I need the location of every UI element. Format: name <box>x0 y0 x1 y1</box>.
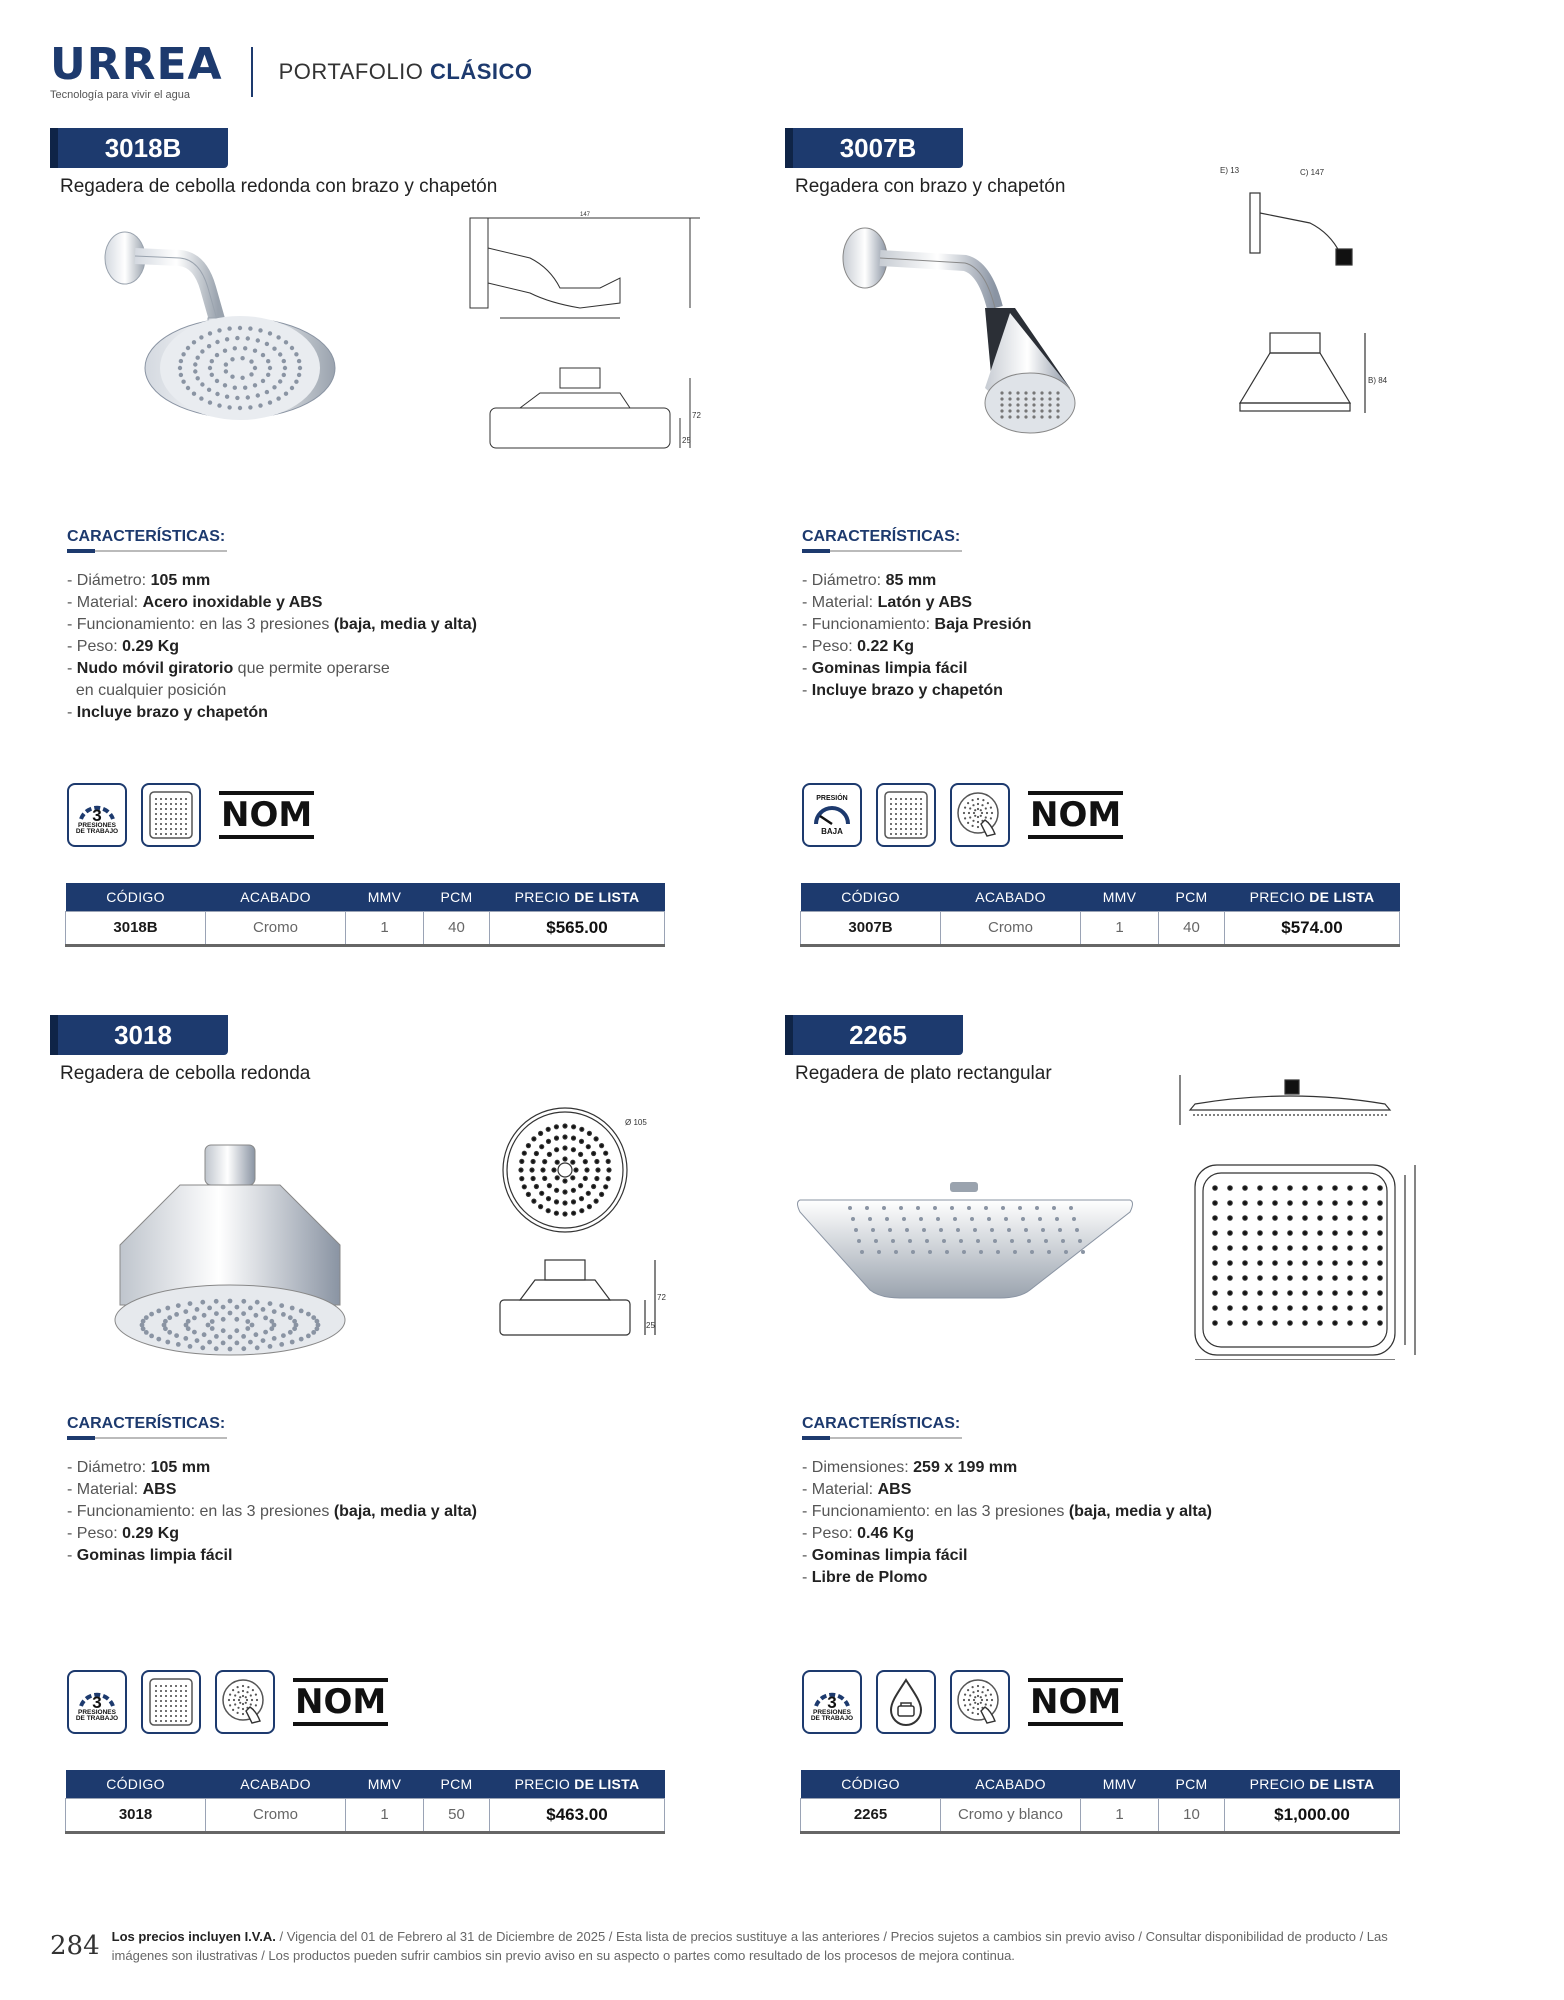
logo-tagline: Tecnología para vivir el agua <box>50 89 191 101</box>
col-finish-header: ACABADO <box>206 1770 346 1798</box>
technical-drawing <box>1190 163 1410 488</box>
footer-terms: / Vigencia del 01 de Febrero al 31 de Diciembre de 2025 / Esta lista de precios sustituye a las anteriores / Precios sujetos a cambios sin previo aviso / Consultar disponibilidad de producto / Las imágenes son ilustrativas / Los productos pueden sufrir cambios sin previo aviso en su aspecto o partes como resultado de los procesos de mejora continua. <box>111 1929 1388 1963</box>
section-title-bold: CLÁSICO <box>430 59 533 84</box>
price-header-bold: DE LISTA <box>1309 888 1375 905</box>
col-code-header: CÓDIGO <box>801 1770 941 1798</box>
price-table-header <box>801 1770 1400 1798</box>
svg-text:3: 3 <box>827 1692 837 1710</box>
svg-text:72: 72 <box>657 1293 666 1302</box>
col-pcm-header: PCM <box>424 1770 490 1798</box>
svg-text:Ø 105: Ø 105 <box>625 1118 647 1127</box>
col-price-header <box>490 1770 665 1798</box>
features-list <box>802 570 1442 702</box>
price-table <box>800 883 1400 947</box>
feature-icons <box>802 783 1123 847</box>
nom-icon: NOM <box>1028 791 1123 839</box>
features-underline <box>67 550 227 552</box>
col-code-header: CÓDIGO <box>66 883 206 911</box>
cell-code: 3018B <box>66 911 206 945</box>
feature-label: - Funcionamiento: en las 3 presiones <box>67 1503 334 1520</box>
feature-icons <box>802 1670 1123 1734</box>
svg-text:25: 25 <box>646 1321 655 1330</box>
feature-value: Libre de Plomo <box>811 1569 928 1586</box>
features-list <box>67 570 707 724</box>
product-code-tag: 3007B <box>785 128 963 168</box>
col-pcm-header: PCM <box>1159 883 1225 911</box>
features-heading: CARACTERÍSTICAS: <box>67 528 226 545</box>
feature-label: - Material: <box>802 594 878 611</box>
feature-value: ABS <box>142 1481 177 1498</box>
cell-finish: Cromo <box>941 911 1081 945</box>
cell-price: $574.00 <box>1225 911 1400 945</box>
page-footer <box>50 1927 1420 1965</box>
technical-drawing <box>1175 1070 1435 1365</box>
svg-text:25: 25 <box>682 436 691 445</box>
feature-item <box>67 1479 707 1501</box>
feature-value: 105 mm <box>150 572 211 589</box>
col-pcm-header: PCM <box>424 883 490 911</box>
price-table-header <box>66 883 665 911</box>
easy-clean-icon <box>950 1670 1010 1734</box>
section-title <box>279 59 533 85</box>
feature-icons <box>67 783 314 847</box>
feature-value: (baja, media y alta) <box>333 616 477 633</box>
product-title: Regadera con brazo y chapetón <box>795 176 1066 197</box>
cell-mmv: 1 <box>346 1798 424 1832</box>
cell-price: $565.00 <box>490 911 665 945</box>
feature-item <box>802 1479 1442 1501</box>
feature-value: 0.46 Kg <box>857 1525 915 1542</box>
feature-label: - Diámetro: <box>67 1459 151 1476</box>
page-header <box>50 39 533 101</box>
feature-value: 0.22 Kg <box>857 638 915 655</box>
table-row <box>801 911 1400 945</box>
product-card <box>50 128 750 988</box>
col-price-header <box>1225 1770 1400 1798</box>
feature-label: - <box>802 1547 812 1564</box>
feature-label: - Peso: <box>67 1525 123 1542</box>
feature-item <box>802 1457 1442 1479</box>
feature-value: 85 mm <box>885 572 937 589</box>
feature-item <box>67 1457 707 1479</box>
feature-value: 259 x 199 mm <box>913 1459 1018 1476</box>
product-title: Regadera de cebolla redonda <box>60 1063 311 1084</box>
feature-value: Nudo móvil giratorio <box>76 660 234 677</box>
spray-pattern-icon <box>141 783 201 847</box>
price-header-light: PRECIO <box>1249 888 1306 905</box>
feature-value: 0.29 Kg <box>122 1525 180 1542</box>
price-table-header <box>66 1770 665 1798</box>
cell-pcm: 10 <box>1159 1798 1225 1832</box>
feature-item <box>67 1545 707 1567</box>
feature-label: - <box>802 1569 812 1586</box>
lead-free-icon <box>876 1670 936 1734</box>
feature-label: en cualquier posición <box>67 682 227 699</box>
col-code-header: CÓDIGO <box>801 883 941 911</box>
features-heading: CARACTERÍSTICAS: <box>67 1415 226 1432</box>
feature-item <box>802 1523 1442 1545</box>
feature-label: - <box>802 660 812 677</box>
feature-value: ABS <box>877 1481 912 1498</box>
col-mmv-header: MMV <box>1081 1770 1159 1798</box>
features-underline <box>802 550 962 552</box>
col-mmv-header: MMV <box>346 883 424 911</box>
brand-logo <box>50 39 223 101</box>
price-table-header <box>801 883 1400 911</box>
price-header-bold: DE LISTA <box>574 888 640 905</box>
feature-label: - <box>67 704 77 721</box>
features-underline <box>802 1437 962 1439</box>
price-table <box>65 1770 665 1834</box>
feature-label: - <box>802 682 812 699</box>
feature-item <box>67 636 707 658</box>
cell-code: 3018 <box>66 1798 206 1832</box>
feature-label: - Peso: <box>802 638 858 655</box>
product-photo <box>825 218 1105 473</box>
feature-label: - Material: <box>802 1481 878 1498</box>
price-header-bold: DE LISTA <box>574 1775 640 1792</box>
feature-label: - Peso: <box>67 638 123 655</box>
feature-tail: que permite operarse <box>233 660 390 677</box>
logo-wordmark: URREA <box>50 39 223 90</box>
svg-text:B) 84: B) 84 <box>1368 376 1388 385</box>
product-code-tag: 2265 <box>785 1015 963 1055</box>
feature-item <box>802 636 1442 658</box>
section-title-light: PORTAFOLIO <box>278 59 424 84</box>
col-code-header: CÓDIGO <box>66 1770 206 1798</box>
feature-item <box>67 702 707 724</box>
features-section <box>67 528 707 724</box>
cell-pcm: 50 <box>424 1798 490 1832</box>
low-pressure-icon: PRESIÓN BAJA <box>802 783 862 847</box>
svg-text:3: 3 <box>92 1692 102 1710</box>
feature-label: - Diámetro: <box>802 572 886 589</box>
features-list <box>67 1457 707 1567</box>
cell-price: $1,000.00 <box>1225 1798 1400 1832</box>
col-mmv-header: MMV <box>346 1770 424 1798</box>
nom-icon: NOM <box>1028 1678 1123 1726</box>
price-table <box>800 1770 1400 1834</box>
easy-clean-icon <box>950 783 1010 847</box>
three-pressures-icon: 3 PRESIONES DE TRABAJO <box>67 783 127 847</box>
svg-text:C) 147: C) 147 <box>1300 168 1325 177</box>
feature-value: 0.29 Kg <box>122 638 180 655</box>
feature-item <box>802 1501 1442 1523</box>
feature-item <box>67 1501 707 1523</box>
feature-value: Gominas limpia fácil <box>811 1547 968 1564</box>
product-photo <box>790 1180 1140 1335</box>
footer-iva-note: Los precios incluyen I.V.A. <box>111 1929 276 1944</box>
feature-item <box>802 1545 1442 1567</box>
feature-icons <box>67 1670 388 1734</box>
feature-label: - Peso: <box>802 1525 858 1542</box>
cell-mmv: 1 <box>1081 911 1159 945</box>
feature-label: - Funcionamiento: <box>802 616 935 633</box>
cell-finish: Cromo <box>206 911 346 945</box>
feature-value: (baja, media y alta) <box>1068 1503 1212 1520</box>
product-title: Regadera de plato rectangular <box>795 1063 1052 1084</box>
feature-label: - Material: <box>67 594 143 611</box>
three-pressures-icon: 3 PRESIONES DE TRABAJO <box>802 1670 862 1734</box>
cell-code: 3007B <box>801 911 941 945</box>
product-code-tag: 3018B <box>50 128 228 168</box>
cell-code: 2265 <box>801 1798 941 1832</box>
col-finish-header: ACABADO <box>941 883 1081 911</box>
feature-value: Latón y ABS <box>877 594 973 611</box>
features-section <box>802 528 1442 702</box>
footer-disclaimer <box>112 1927 1420 1965</box>
feature-item <box>67 1523 707 1545</box>
price-header-light: PRECIO <box>1249 1775 1306 1792</box>
col-mmv-header: MMV <box>1081 883 1159 911</box>
feature-value: Gominas limpia fácil <box>76 1547 233 1564</box>
svg-text:72: 72 <box>692 411 701 420</box>
svg-text:147: 147 <box>580 212 591 218</box>
cell-price: $463.00 <box>490 1798 665 1832</box>
header-divider <box>251 47 253 97</box>
price-header-bold: DE LISTA <box>1309 1775 1375 1792</box>
feature-label: - Funcionamiento: en las 3 presiones <box>67 616 334 633</box>
feature-label: - <box>67 660 77 677</box>
features-list <box>802 1457 1442 1589</box>
nom-icon: NOM <box>293 1678 388 1726</box>
three-pressures-icon: 3 PRESIONES DE TRABAJO <box>67 1670 127 1734</box>
price-header-light: PRECIO <box>514 888 571 905</box>
feature-label: - Diámetro: <box>67 572 151 589</box>
page-number: 284 <box>50 1931 100 1961</box>
product-photo <box>80 1125 380 1380</box>
svg-text:E) 13: E) 13 <box>1220 166 1240 175</box>
col-finish-header: ACABADO <box>206 883 346 911</box>
cell-finish: Cromo <box>206 1798 346 1832</box>
feature-item <box>802 570 1442 592</box>
product-title: Regadera de cebolla redonda con brazo y chapetón <box>60 176 498 197</box>
cell-mmv: 1 <box>1081 1798 1159 1832</box>
cell-mmv: 1 <box>346 911 424 945</box>
table-row <box>66 911 665 945</box>
feature-label: - Material: <box>67 1481 143 1498</box>
feature-value: (baja, media y alta) <box>333 1503 477 1520</box>
feature-item <box>802 614 1442 636</box>
col-price-header <box>490 883 665 911</box>
col-finish-header: ACABADO <box>941 1770 1081 1798</box>
feature-value: Baja Presión <box>934 616 1032 633</box>
col-pcm-header: PCM <box>1159 1770 1225 1798</box>
feature-value: 105 mm <box>150 1459 211 1476</box>
feature-item <box>802 658 1442 680</box>
technical-drawing <box>460 208 740 533</box>
feature-value: Incluye brazo y chapetón <box>811 682 1003 699</box>
easy-clean-icon <box>215 1670 275 1734</box>
feature-item <box>802 1567 1442 1589</box>
feature-item <box>67 658 707 680</box>
features-section <box>802 1415 1442 1589</box>
features-section <box>67 1415 707 1567</box>
product-card <box>50 1015 750 1875</box>
feature-item <box>802 592 1442 614</box>
col-price-header <box>1225 883 1400 911</box>
price-header-light: PRECIO <box>514 1775 571 1792</box>
feature-label: - <box>67 1547 77 1564</box>
cell-finish: Cromo y blanco <box>941 1798 1081 1832</box>
feature-label: - Funcionamiento: en las 3 presiones <box>802 1503 1069 1520</box>
cell-pcm: 40 <box>424 911 490 945</box>
svg-text:3: 3 <box>92 805 102 823</box>
feature-item <box>67 680 707 702</box>
cell-pcm: 40 <box>1159 911 1225 945</box>
table-row <box>801 1798 1400 1832</box>
product-card <box>785 128 1485 988</box>
spray-pattern-icon <box>141 1670 201 1734</box>
feature-label: - Dimensiones: <box>802 1459 914 1476</box>
nom-icon: NOM <box>219 791 314 839</box>
product-card <box>785 1015 1485 1875</box>
feature-item <box>67 592 707 614</box>
spray-pattern-icon <box>876 783 936 847</box>
features-underline <box>67 1437 227 1439</box>
feature-value: Incluye brazo y chapetón <box>76 704 268 721</box>
feature-item <box>67 614 707 636</box>
technical-drawing <box>490 1100 680 1425</box>
feature-value: Gominas limpia fácil <box>811 660 968 677</box>
price-table <box>65 883 665 947</box>
feature-item <box>67 570 707 592</box>
features-heading: CARACTERÍSTICAS: <box>802 1415 961 1432</box>
feature-item <box>802 680 1442 702</box>
table-row <box>66 1798 665 1832</box>
features-heading: CARACTERÍSTICAS: <box>802 528 961 545</box>
product-code-tag: 3018 <box>50 1015 228 1055</box>
product-photo <box>90 218 350 473</box>
feature-value: Acero inoxidable y ABS <box>142 594 323 611</box>
